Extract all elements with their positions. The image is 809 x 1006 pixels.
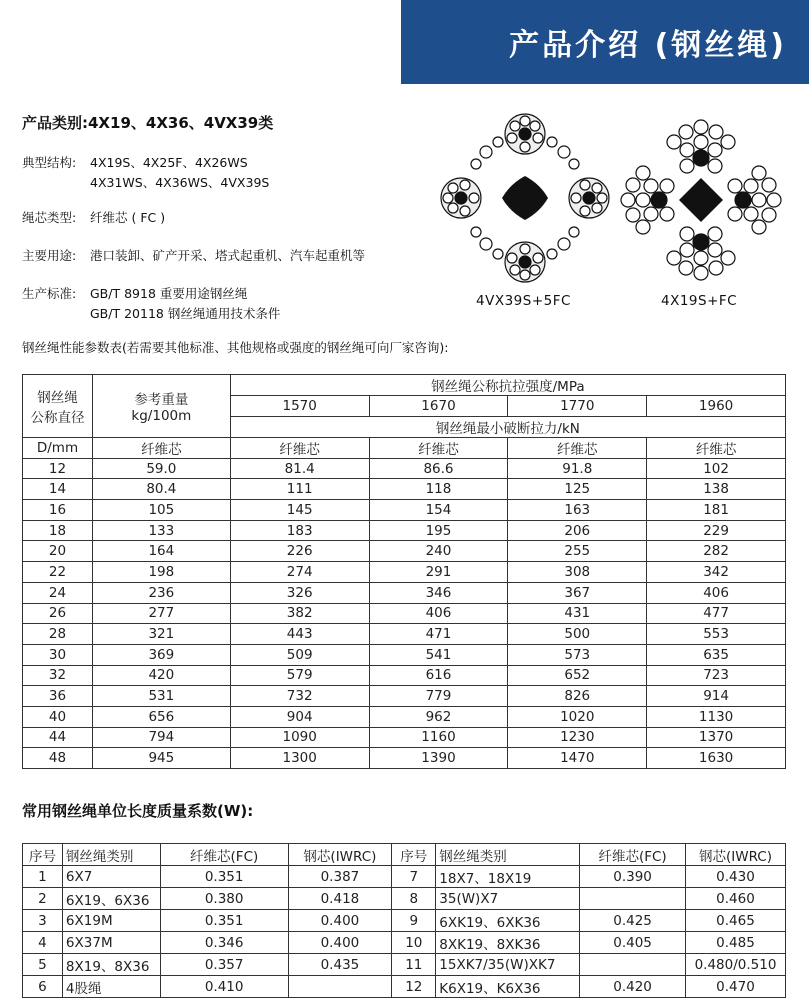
table-cell: 321: [92, 624, 230, 645]
diagram-label-4vx39s: 4VX39S+5FC: [476, 293, 571, 309]
header-weight-line1: 参考重量: [134, 391, 189, 408]
mass-cell: K6X19、K6X36: [436, 976, 580, 998]
table-cell: 369: [92, 644, 230, 665]
mass-header-cell: 序号: [392, 844, 436, 866]
mass-header-cell: 钢丝绳类别: [436, 844, 580, 866]
header-diameter-line1: 钢丝绳: [37, 389, 78, 406]
table-row: [23, 888, 786, 910]
table-cell: 28: [23, 624, 93, 645]
standard-info: [22, 284, 281, 321]
mass-cell: 1: [23, 866, 63, 888]
mass-cell: 5: [23, 954, 63, 976]
table-cell: 118: [369, 479, 508, 500]
mass-header-cell: 钢芯(IWRC): [685, 844, 785, 866]
table-cell: 1130: [647, 706, 786, 727]
table-cell: 1020: [508, 706, 647, 727]
table-cell: 24: [23, 582, 93, 603]
table-row: [23, 582, 786, 603]
page-header-banner: [401, 0, 809, 84]
mass-cell: [288, 976, 392, 998]
table-cell: 656: [92, 706, 230, 727]
table-cell: 406: [647, 582, 786, 603]
core-value: 纤维芯 ( FC ): [90, 210, 166, 225]
table-cell: 420: [92, 665, 230, 686]
standard-line2: GB/T 20118 钢丝绳通用技术条件: [90, 306, 281, 321]
table-cell: 102: [647, 458, 786, 479]
page-title: 产品介绍 (钢丝绳): [509, 28, 787, 63]
table-cell: 80.4: [92, 479, 230, 500]
table-cell: 1300: [230, 748, 369, 769]
core-label: 绳芯类型:: [22, 210, 77, 225]
mass-cell: 2: [23, 888, 63, 910]
table-cell: 779: [369, 686, 508, 707]
table-cell: 229: [647, 520, 786, 541]
table-row: [23, 500, 786, 521]
table-cell: 477: [647, 603, 786, 624]
standard-line1: GB/T 8918 重要用途钢丝绳: [90, 286, 248, 301]
table-cell: 962: [369, 706, 508, 727]
table-cell: 277: [92, 603, 230, 624]
table-cell: 274: [230, 562, 369, 583]
table-row: [23, 910, 786, 932]
table-cell: 573: [508, 644, 647, 665]
mass-cell: 6X19、6X36: [62, 888, 160, 910]
table-cell: 154: [369, 500, 508, 521]
table-header-row-1: [23, 375, 786, 396]
table-cell: 914: [647, 686, 786, 707]
table-cell: 541: [369, 644, 508, 665]
table-cell: 904: [230, 706, 369, 727]
table-cell: 1630: [647, 748, 786, 769]
header-breaking-force: 钢丝绳最小破断拉力/kN: [230, 416, 785, 437]
table-cell: 32: [23, 665, 93, 686]
table-row: [23, 932, 786, 954]
standard-label: 生产标准:: [22, 286, 77, 301]
table-cell: 40: [23, 706, 93, 727]
mass-cell: 0.351: [160, 866, 288, 888]
table-cell: 105: [92, 500, 230, 521]
table-cell: 255: [508, 541, 647, 562]
table-cell: 181: [647, 500, 786, 521]
mass-header-cell: 钢丝绳类别: [62, 844, 160, 866]
mass-cell: 7: [392, 866, 436, 888]
grade-1960: 1960: [647, 396, 786, 417]
table-cell: 553: [647, 624, 786, 645]
table-cell: 945: [92, 748, 230, 769]
table-cell: 723: [647, 665, 786, 686]
table-cell: 732: [230, 686, 369, 707]
table-cell: 326: [230, 582, 369, 603]
table-cell: 367: [508, 582, 647, 603]
table-cell: 342: [647, 562, 786, 583]
mass-cell: 10: [392, 932, 436, 954]
mass-header-cell: 纤维芯(FC): [580, 844, 686, 866]
mass-cell: 0.480/0.510: [685, 954, 785, 976]
table-row: [23, 562, 786, 583]
mass-cell: 11: [392, 954, 436, 976]
mass-cell: 0.435: [288, 954, 392, 976]
table-row: [23, 665, 786, 686]
wire-rope-cross-section-4vx39s-icon: [440, 112, 610, 284]
table-cell: 125: [508, 479, 647, 500]
mass-cell: 8: [392, 888, 436, 910]
mass-section-title: 常用钢丝绳单位长度质量系数(W):: [22, 802, 254, 820]
mass-cell: 18X7、18X19: [436, 866, 580, 888]
table-cell: 1470: [508, 748, 647, 769]
table-cell: 616: [369, 665, 508, 686]
table-row: [23, 976, 786, 998]
table-cell: 240: [369, 541, 508, 562]
table-cell: 86.6: [369, 458, 508, 479]
structure-info: [22, 153, 270, 190]
usage-label: 主要用途:: [22, 248, 77, 263]
header-diameter-line2: 公称直径: [30, 409, 85, 426]
structure-label: 典型结构:: [22, 155, 77, 170]
table-row: [23, 706, 786, 727]
table-cell: 1230: [508, 727, 647, 748]
header-unit: D/mm: [23, 437, 93, 458]
category-label: 产品类别:: [22, 114, 88, 132]
table-row: [23, 520, 786, 541]
mass-cell: 4股绳: [62, 976, 160, 998]
header-strength: 钢丝绳公称抗拉强度/MPa: [230, 375, 785, 396]
table-cell: 291: [369, 562, 508, 583]
table-cell: 145: [230, 500, 369, 521]
table-cell: 500: [508, 624, 647, 645]
table-row: [23, 686, 786, 707]
structure-line1: 4X19S、4X25F、4X26WS: [90, 155, 248, 170]
table-cell: 406: [369, 603, 508, 624]
mass-cell: 0.410: [160, 976, 288, 998]
table-cell: 794: [92, 727, 230, 748]
core-info: [22, 208, 166, 228]
mass-cell: 0.460: [685, 888, 785, 910]
table-cell: 579: [230, 665, 369, 686]
header-weight-line2: kg/100m: [131, 407, 192, 424]
table-cell: 443: [230, 624, 369, 645]
table-cell: 163: [508, 500, 647, 521]
table-row: [23, 479, 786, 500]
mass-cell: 0.425: [580, 910, 686, 932]
table-cell: 652: [508, 665, 647, 686]
table-cell: 198: [92, 562, 230, 583]
wire-rope-cross-section-4x19s-icon: [618, 118, 784, 282]
mass-header-cell: 钢芯(IWRC): [288, 844, 392, 866]
table-row: [23, 603, 786, 624]
mass-cell: 35(W)X7: [436, 888, 580, 910]
table-cell: 44: [23, 727, 93, 748]
table-row: [23, 644, 786, 665]
mass-cell: 0.405: [580, 932, 686, 954]
table-cell: 36: [23, 686, 93, 707]
mass-cell: 8X19、8X36: [62, 954, 160, 976]
mass-cell: 0.390: [580, 866, 686, 888]
header-core-1670: 纤维芯: [369, 437, 508, 458]
performance-table: [22, 374, 786, 769]
mass-header-cell: 序号: [23, 844, 63, 866]
structure-line2: 4X31WS、4X36WS、4VX39S: [90, 175, 270, 190]
table-cell: 236: [92, 582, 230, 603]
table-cell: 81.4: [230, 458, 369, 479]
table-cell: 183: [230, 520, 369, 541]
mass-cell: 4: [23, 932, 63, 954]
mass-cell: 6X7: [62, 866, 160, 888]
grade-1570: 1570: [230, 396, 369, 417]
table-cell: 48: [23, 748, 93, 769]
table-cell: 431: [508, 603, 647, 624]
table-cell: 346: [369, 582, 508, 603]
table-cell: 30: [23, 644, 93, 665]
mass-cell: 0.357: [160, 954, 288, 976]
grade-1670: 1670: [369, 396, 508, 417]
mass-cell: 6X19M: [62, 910, 160, 932]
mass-cell: 0.351: [160, 910, 288, 932]
table-header-row-4: [23, 437, 786, 458]
mass-cell: 0.430: [685, 866, 785, 888]
table-cell: 1160: [369, 727, 508, 748]
mass-header-cell: 纤维芯(FC): [160, 844, 288, 866]
header-weight: [92, 375, 230, 438]
mass-cell: 8XK19、8XK36: [436, 932, 580, 954]
table-cell: 12: [23, 458, 93, 479]
table-cell: 1390: [369, 748, 508, 769]
table-cell: 22: [23, 562, 93, 583]
table-cell: 26: [23, 603, 93, 624]
table-cell: 14: [23, 479, 93, 500]
table-cell: 111: [230, 479, 369, 500]
mass-cell: 0.400: [288, 932, 392, 954]
table-row: [23, 866, 786, 888]
table-cell: 18: [23, 520, 93, 541]
table-cell: 509: [230, 644, 369, 665]
mass-cell: 0.418: [288, 888, 392, 910]
mass-table-header-row: [23, 844, 786, 866]
performance-note: 钢丝绳性能参数表(若需要其他标准、其他规格或强度的钢丝绳可向厂家咨询):: [22, 340, 449, 355]
diagram-label-4x19s: 4X19S+FC: [661, 293, 738, 309]
mass-cell: 6X37M: [62, 932, 160, 954]
table-row: [23, 458, 786, 479]
header-core-1570: 纤维芯: [230, 437, 369, 458]
mass-cell: [580, 954, 686, 976]
mass-cell: 15XK7/35(W)XK7: [436, 954, 580, 976]
table-cell: 1370: [647, 727, 786, 748]
mass-cell: 0.400: [288, 910, 392, 932]
mass-cell: [580, 888, 686, 910]
table-row: [23, 624, 786, 645]
mass-cell: 3: [23, 910, 63, 932]
category-value: 4X19、4X36、4VX39类: [88, 114, 274, 132]
table-cell: 59.0: [92, 458, 230, 479]
usage-info: [22, 246, 366, 266]
grade-1770: 1770: [508, 396, 647, 417]
mass-cell: 0.485: [685, 932, 785, 954]
header-diameter: [23, 375, 93, 438]
mass-cell: 6XK19、6XK36: [436, 910, 580, 932]
table-cell: 1090: [230, 727, 369, 748]
table-cell: 16: [23, 500, 93, 521]
mass-cell: 0.346: [160, 932, 288, 954]
mass-cell: 0.470: [685, 976, 785, 998]
table-cell: 282: [647, 541, 786, 562]
table-cell: 164: [92, 541, 230, 562]
table-cell: 206: [508, 520, 647, 541]
table-cell: 382: [230, 603, 369, 624]
mass-coefficient-table: [22, 843, 786, 998]
table-cell: 91.8: [508, 458, 647, 479]
header-core-weight: 纤维芯: [92, 437, 230, 458]
table-cell: 471: [369, 624, 508, 645]
mass-cell: 12: [392, 976, 436, 998]
table-cell: 226: [230, 541, 369, 562]
table-row: [23, 541, 786, 562]
table-cell: 195: [369, 520, 508, 541]
mass-cell: 0.380: [160, 888, 288, 910]
table-cell: 138: [647, 479, 786, 500]
table-cell: 531: [92, 686, 230, 707]
table-row: [23, 748, 786, 769]
table-cell: 308: [508, 562, 647, 583]
mass-cell: 9: [392, 910, 436, 932]
mass-cell: 0.387: [288, 866, 392, 888]
table-row: [23, 954, 786, 976]
mass-cell: 6: [23, 976, 63, 998]
header-core-1960: 纤维芯: [647, 437, 786, 458]
table-cell: 635: [647, 644, 786, 665]
table-row: [23, 727, 786, 748]
mass-cell: 0.420: [580, 976, 686, 998]
usage-value: 港口装卸、矿产开采、塔式起重机、汽车起重机等: [90, 248, 366, 263]
table-cell: 826: [508, 686, 647, 707]
header-core-1770: 纤维芯: [508, 437, 647, 458]
table-cell: 20: [23, 541, 93, 562]
mass-cell: 0.465: [685, 910, 785, 932]
table-cell: 133: [92, 520, 230, 541]
product-category: [22, 112, 273, 133]
